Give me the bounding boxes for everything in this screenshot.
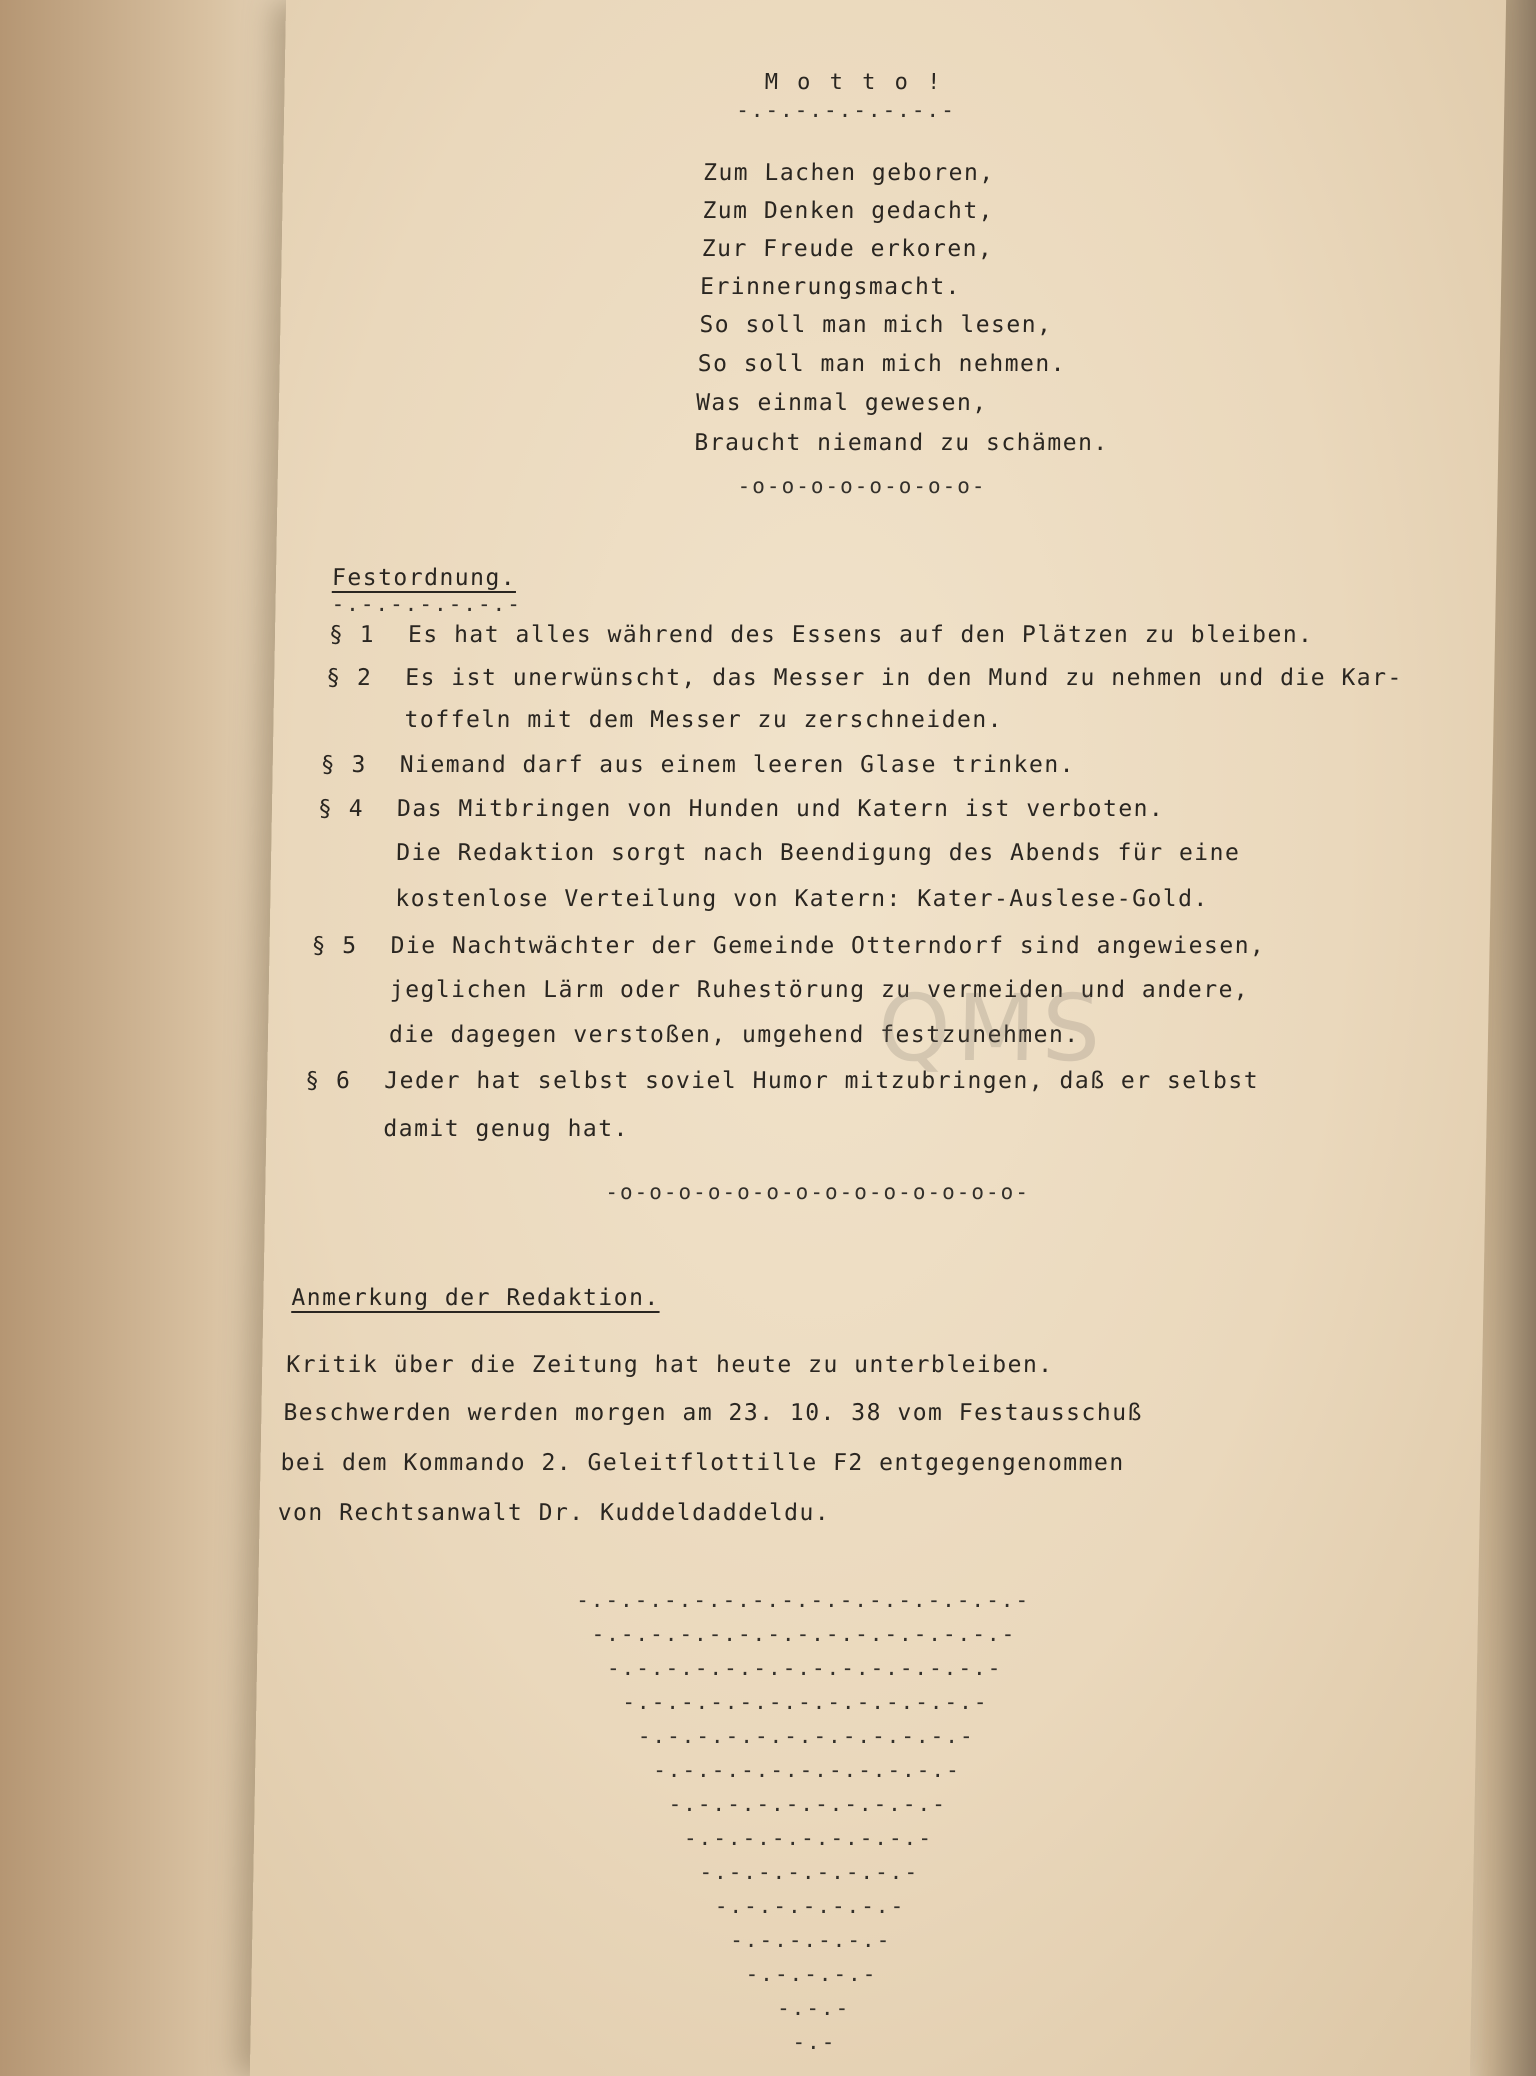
ornament-row: -.-.-.-.-.-.-.-.-.-.-.-.- — [622, 1690, 989, 1714]
rule-text: jeglichen Lärm oder Ruhestörung zu vermeiden und andere, — [389, 977, 1250, 1003]
motto-title-rule: -.-.-.-.-.-.-.- — [735, 98, 957, 122]
rule-text: Die Nachtwächter der Gemeinde Otterndorf sind angewiesen, — [390, 933, 1266, 959]
motto-line: Was einmal gewesen, — [695, 390, 988, 416]
festordnung-separator: -o-o-o-o-o-o-o-o-o-o-o-o-o-o- — [605, 1180, 1031, 1204]
motto-line: Erinnerungsmacht. — [699, 274, 962, 300]
motto-line: Zum Lachen geboren, — [702, 160, 995, 186]
ornament-row: -.-.- — [776, 1996, 851, 2020]
rule-text: die dagegen verstoßen, umgehend festzunehmen. — [388, 1022, 1080, 1048]
motto-title: M o t t o ! — [764, 70, 944, 95]
rule-text: Es hat alles während des Essens auf den Plätzen zu bleiben. — [407, 622, 1314, 648]
ornament-row: -.-.-.-.-.-.-.-.-.-.-.-.-.- — [606, 1656, 1003, 1680]
anmerkung-line: Kritik über die Zeitung hat heute zu unterbleiben. — [286, 1352, 1054, 1378]
rule-number: § 2 — [326, 665, 373, 691]
rule-text: damit genug hat. — [383, 1116, 630, 1142]
rule-text: Das Mitbringen von Hunden und Katern ist verboten. — [396, 796, 1165, 822]
ornament-row: -.- — [792, 2030, 837, 2054]
rule-text: Niemand darf aus einem leeren Glase trinken. — [399, 752, 1076, 778]
ornament-row: -.-.-.-.-.-.-.- — [699, 1860, 920, 1884]
motto-line: So soll man mich lesen, — [699, 312, 1053, 338]
motto-line: Zum Denken gedacht, — [702, 198, 995, 224]
ornament-row: -.-.-.-.-.-.-.-.- — [683, 1826, 934, 1850]
rule-text: kostenlose Verteilung von Katern: Kater-Auslese-Gold. — [395, 886, 1210, 912]
rule-text: Es ist unerwünscht, das Messer in den Mund zu nehmen und die Kar- — [405, 665, 1404, 691]
typed-page — [250, 0, 1506, 2076]
motto-line: Zur Freude erkoren, — [701, 236, 994, 262]
rule-number: § 4 — [317, 796, 365, 822]
rule-text: Jeder hat selbst soviel Humor mitzubringen, daß er selbst — [384, 1068, 1260, 1094]
rule-number: § 3 — [320, 752, 368, 778]
qms-watermark: QMS — [877, 975, 1108, 1082]
anmerkung-heading: Anmerkung der Redaktion. — [291, 1285, 661, 1311]
ornament-row: -.-.-.-.-.-.-.-.-.-.-.-.-.-.- — [591, 1622, 1017, 1646]
anmerkung-line: Beschwerden werden morgen am 23. 10. 38 vom Festausschuß — [283, 1400, 1144, 1426]
anmerkung-line: von Rechtsanwalt Dr. Kuddeldaddeldu. — [277, 1500, 831, 1526]
rule-number: § 6 — [305, 1068, 352, 1094]
motto-line: Braucht niemand zu schämen. — [694, 430, 1109, 456]
rule-text: Die Redaktion sorgt nach Beendigung des Abends für eine — [396, 840, 1241, 866]
rule-number: § 5 — [311, 933, 358, 959]
rule-number: § 1 — [328, 622, 376, 648]
motto-line: So soll man mich nehmen. — [697, 351, 1067, 377]
anmerkung-line: bei dem Kommando 2. Geleitflottille F2 entgegengenommen — [280, 1450, 1125, 1476]
ornament-row: -.-.-.-.-.- — [730, 1928, 892, 1952]
festordnung-heading-rule: -.-.-.-.-.-.- — [331, 592, 523, 616]
ornament-row: -.-.-.-.-.-.- — [714, 1894, 906, 1918]
ornament-row: -.-.-.-.-.-.-.-.-.-.- — [653, 1758, 961, 1782]
rule-text: toffeln mit dem Messer zu zerschneiden. — [404, 707, 1004, 733]
festordnung-heading: Festordnung. — [331, 565, 517, 591]
ornament-row: -.-.-.-.-.-.-.-.-.-.-.- — [637, 1724, 975, 1748]
ornament-row: -.-.-.-.-.-.-.-.-.-.-.-.-.-.-.- — [575, 1588, 1031, 1612]
ornament-row: -.-.-.-.- — [745, 1962, 878, 1986]
motto-separator: -o-o-o-o-o-o-o-o- — [737, 474, 987, 498]
ornament-row: -.-.-.-.-.-.-.-.-.- — [668, 1792, 948, 1816]
